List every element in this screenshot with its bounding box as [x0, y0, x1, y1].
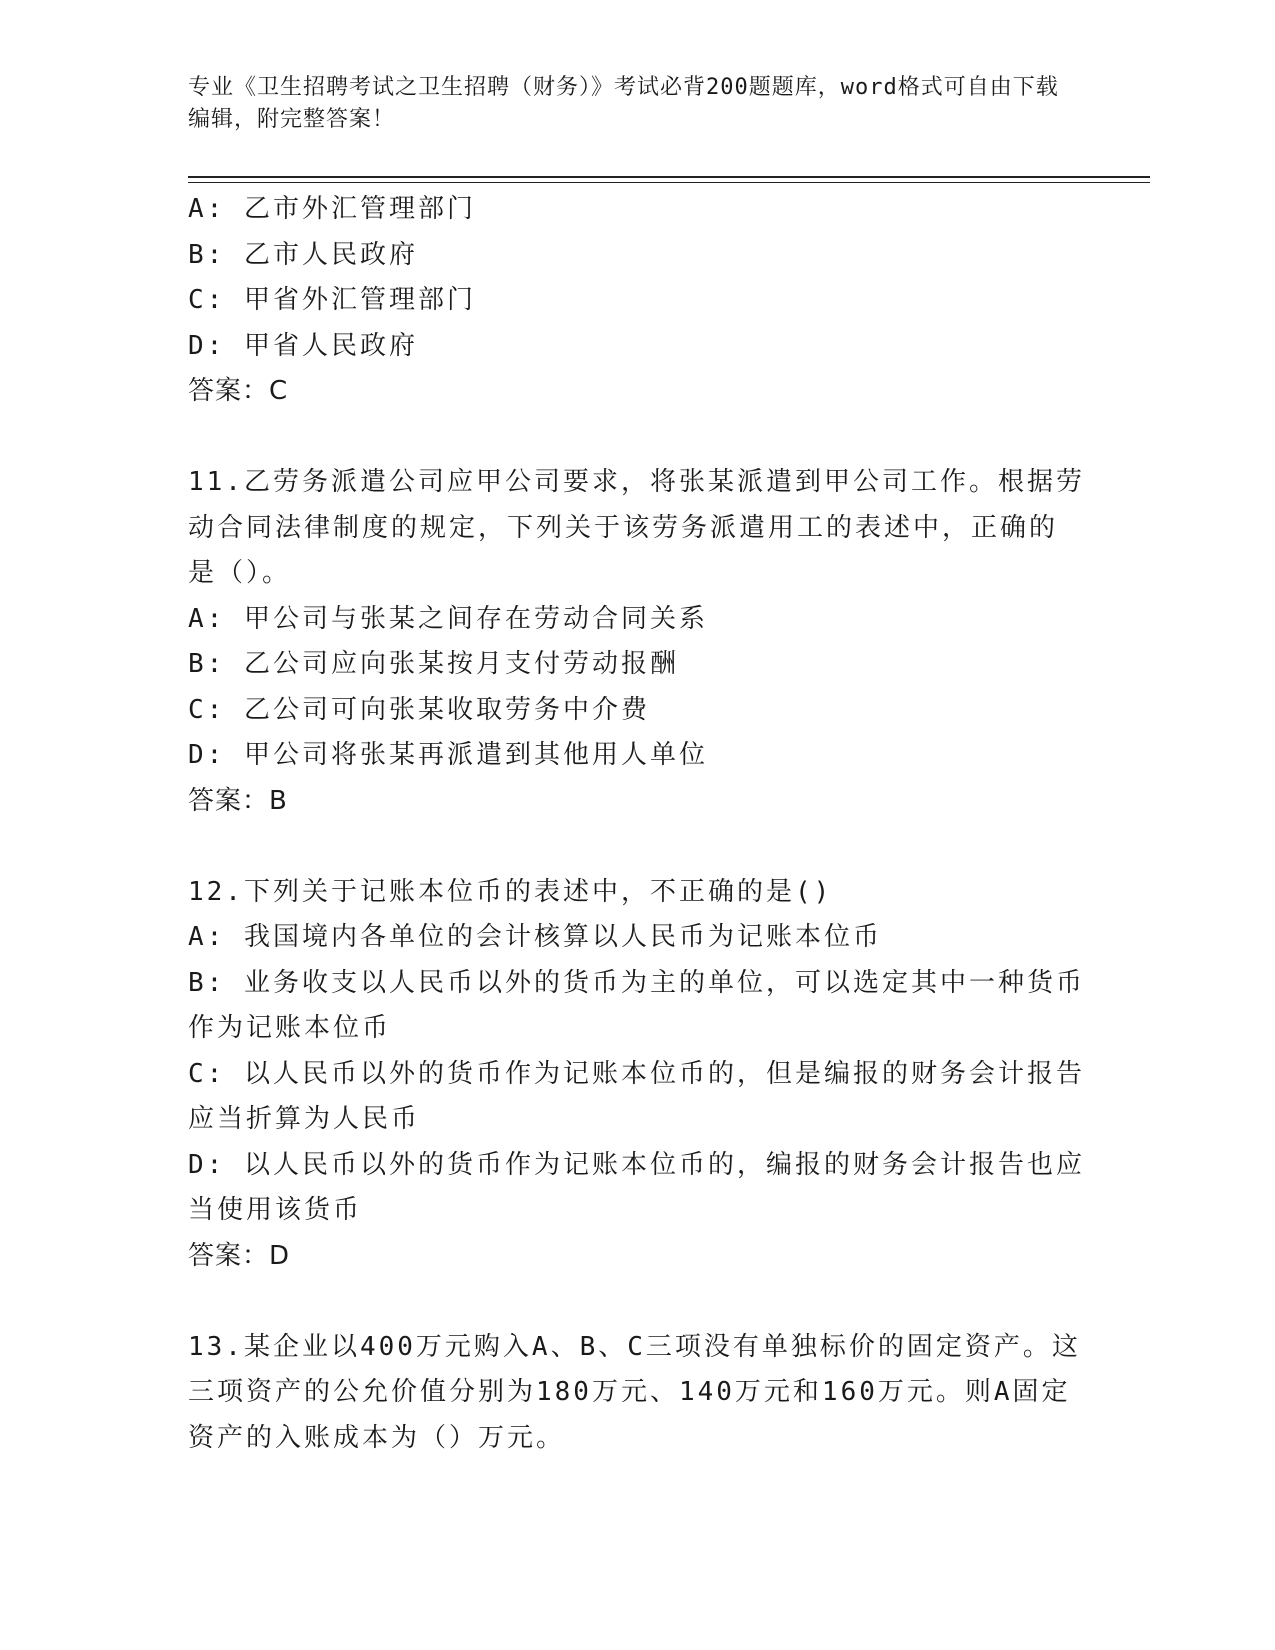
option-c: C: 以人民币以外的货币作为记账本位币的，但是编报的财务会计报告 [188, 1058, 1085, 1089]
question-stem-line: 资产的入账成本为（）万元。 [188, 1422, 566, 1453]
answer: 答案：D [188, 1240, 291, 1271]
question-10-tail [188, 187, 1088, 415]
question-stem-line: 13.某企业以400万元购入A、B、C三项没有单独标价的固定资产。这 [188, 1331, 1081, 1362]
question-12 [188, 870, 1088, 1280]
question-stem-line: 动合同法律制度的规定，下列关于该劳务派遣用工的表述中，正确的 [188, 512, 1059, 543]
question-11 [188, 460, 1088, 824]
question-13 [188, 1325, 1088, 1462]
question-stem-line: 11.乙劳务派遣公司应甲公司要求，将张某派遣到甲公司工作。根据劳 [188, 467, 1085, 497]
option-a: A: 乙市外汇管理部门 [188, 194, 476, 224]
option-a: A: 我国境内各单位的会计核算以人民币为记账本位币 [188, 922, 882, 952]
spacer [188, 415, 1088, 461]
header-title: 专业《卫生招聘考试之卫生招聘（财务）》考试必背200题题库，word格式可自由下载编辑，附完整答案！ [188, 75, 1059, 132]
option-d: D: 以人民币以外的货币作为记账本位币的，编报的财务会计报告也应 [188, 1149, 1085, 1180]
question-stem-line: 12.下列关于记账本位币的表述中，不正确的是() [188, 876, 833, 907]
header-divider-thin [188, 182, 1150, 183]
option-c: C: 乙公司可向张某收取劳务中介费 [188, 694, 650, 725]
option-d: D: 甲公司将张某再派遣到其他用人单位 [188, 740, 708, 770]
option-d: D: 甲省人民政府 [188, 330, 418, 361]
answer: 答案：C [188, 376, 289, 406]
option-b: B: 乙市人民政府 [188, 239, 418, 270]
option-b: B: 乙公司应向张某按月支付劳动报酬 [188, 649, 679, 679]
option-d-continued: 当使用该货币 [188, 1195, 363, 1225]
header-divider-thick [188, 176, 1150, 178]
option-b-continued: 作为记账本位币 [188, 1013, 392, 1043]
answer: 答案：B [188, 785, 288, 816]
option-c-continued: 应当折算为人民币 [188, 1104, 421, 1134]
question-content [188, 187, 1088, 1461]
question-stem-line: 是（）。 [188, 558, 292, 588]
document-header [188, 72, 1068, 136]
spacer [188, 1279, 1088, 1325]
spacer [188, 824, 1088, 870]
question-stem-line: 三项资产的公允价值分别为180万元、140万元和160万元。则A固定 [188, 1377, 1071, 1407]
option-b: B: 业务收支以人民币以外的货币为主的单位，可以选定其中一种货币 [188, 967, 1085, 998]
option-a: A: 甲公司与张某之间存在劳动合同关系 [188, 603, 708, 634]
option-c: C: 甲省外汇管理部门 [188, 285, 476, 315]
